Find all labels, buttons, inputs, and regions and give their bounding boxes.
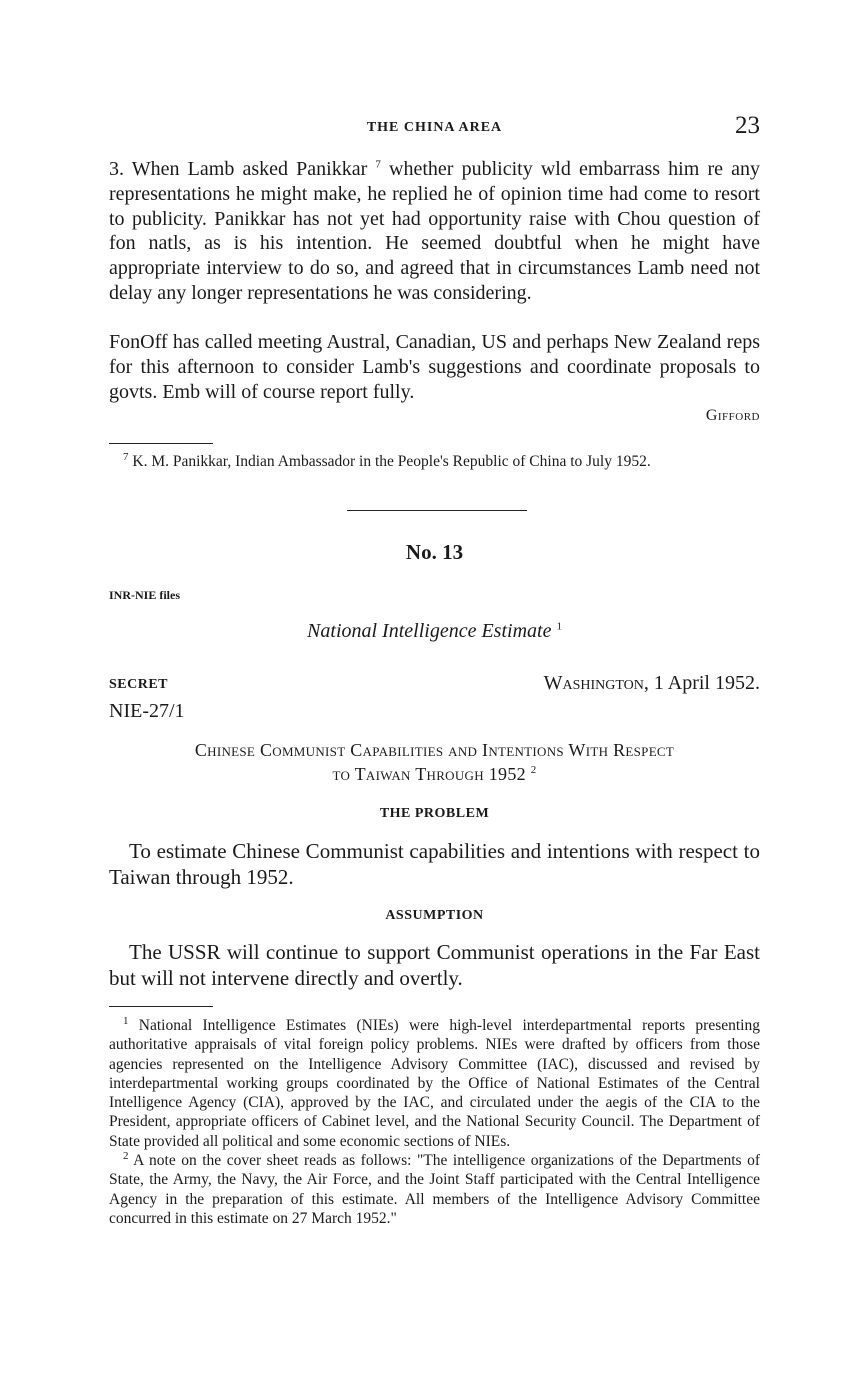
footnote-7 [109,452,760,471]
footnote-rule-2 [109,1006,213,1007]
document-title [109,620,760,643]
assumption-paragraph [109,940,760,991]
footnote-7-marker: 7 [123,450,129,463]
footnote-rule [109,443,213,444]
assumption-heading: ASSUMPTION [385,908,484,923]
dateline-date: 1 April 1952. [653,672,760,694]
document-number: No. 13 [405,540,464,564]
running-head: THE CHINA AREA [366,120,503,135]
footnote-ref-7: 7 [375,158,381,171]
footnote-7-text: K. M. Panikkar, Indian Ambassador in the People's Republic of China to July 1952. [132,453,651,470]
footnote-1 [109,1016,760,1151]
footnote-1-marker: 1 [123,1014,129,1027]
classification: SECRET [109,677,169,692]
problem-paragraph [109,839,760,890]
footnote-2 [109,1151,760,1228]
subject-heading [109,738,760,786]
problem-text: To estimate Chinese Communist capabilities and intentions with respect to Taiwan through 1952. [109,839,760,889]
page-number: 23 [735,112,760,139]
para-3-rest: whether publicity wld embarrass him re any representations he might make, he replied he of opinion time had come to resort to publicity. Panikkar has not yet had opportunity raise with Chou question of fon natls, as is his intention. He seemed doubtful when he might have appropriate interview to do so, and agreed that in circumstances Lamb need not delay any longer representations he was considering. [109,158,760,304]
subject-line-1: Chinese Communist Capabilities and Intentions With Respect [194,740,675,760]
document-separator [347,510,527,511]
problem-heading: THE PROBLEM [379,806,490,821]
signature: Gifford [705,407,760,425]
para-3-lead: 3. When Lamb asked Panikkar [109,158,368,180]
footnote-2-marker: 2 [123,1149,129,1162]
dateline-place: Washington, [543,672,649,694]
control-number: NIE-27/1 [109,700,185,722]
telegram-paragraph-3 [109,157,760,306]
document-title-text: National Intelligence Estimate [307,620,552,642]
subject-line-2: to Taiwan Through 1952 [332,764,526,784]
assumption-text: The USSR will continue to support Communist operations in the Far East but will not intervene directly and overtly. [109,940,760,990]
dateline [544,672,760,695]
telegram-paragraph-4 [109,330,760,429]
footnotes-block [109,1016,760,1228]
footnote-ref-1: 1 [556,620,562,633]
source-note: INR-NIE files [109,588,180,602]
footnote-1-text: National Intelligence Estimates (NIEs) were high-level interdepartmental reports presenting authoritative appraisals of vital foreign policy problems. NIEs were drafted by officers from those agencies represented on the Intelligence Advisory Committee (IAC), discussed and revised by interdepartmental working groups coordinated by the Office of National Estimates of the Central Intelligence Agency (CIA), approved by the IAC, and circulated under the aegis of the CIA to the President, appropriate officers of Cabinet level, and the National Security Council. The Department of State provided all political and some economic sections of NIEs. [109,1017,760,1150]
footnote-ref-2: 2 [530,764,537,776]
para-4-text: FonOff has called meeting Austral, Canadian, US and perhaps New Zealand reps for this afternoon to consider Lamb's suggestions and coordinate proposals to govts. Emb will of course report fully. [109,331,760,403]
footnote-2-text: A note on the cover sheet reads as follows: "The intelligence organizations of the Departments of State, the Army, the Navy, the Air Force, and the Joint Staff participated with the Central Intelligence Agency in the preparation of this estimate. All members of the Intelligence Advisory Committee concurred in this estimate on 27 March 1952." [109,1152,760,1227]
page-header [109,112,760,142]
